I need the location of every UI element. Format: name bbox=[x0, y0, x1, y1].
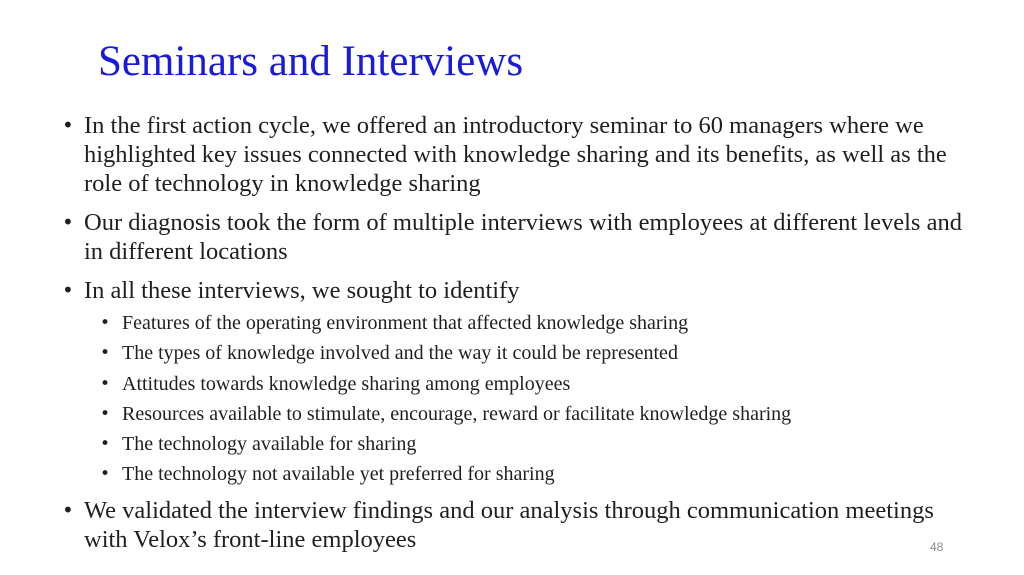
bullet-item bbox=[62, 208, 972, 266]
bullet-icon: • bbox=[62, 113, 74, 137]
sub-bullet-text: Attitudes towards knowledge sharing among employees bbox=[122, 372, 571, 395]
bullet-text: In all these interviews, we sought to identify bbox=[84, 277, 520, 304]
bullet-icon: • bbox=[62, 278, 74, 302]
slide-title: Seminars and Interviews bbox=[98, 38, 524, 85]
sub-bullet-icon: • bbox=[100, 464, 111, 485]
sub-bullet-item bbox=[100, 399, 972, 429]
sub-bullet-list bbox=[100, 308, 972, 490]
sub-bullet-icon: • bbox=[100, 373, 111, 394]
sub-bullet-text: The technology not available yet preferred for sharing bbox=[122, 463, 555, 486]
bullet-item bbox=[62, 496, 972, 554]
sub-bullet-text: The types of knowledge involved and the way it could be represented bbox=[122, 342, 678, 365]
sub-bullet-icon: • bbox=[100, 313, 111, 333]
sub-bullet-item bbox=[100, 369, 972, 399]
sub-bullet-item bbox=[100, 459, 972, 489]
bullet-item bbox=[62, 111, 972, 198]
sub-bullet-item bbox=[100, 308, 972, 338]
sub-bullet-icon: • bbox=[100, 343, 111, 364]
sub-bullet-item bbox=[100, 338, 972, 368]
bullet-icon: • bbox=[62, 497, 74, 522]
sub-bullet-icon: • bbox=[100, 403, 111, 424]
bullet-item bbox=[62, 276, 972, 305]
bullet-text: Our diagnosis took the form of multiple interviews with employees at different levels and in different locations bbox=[84, 209, 962, 265]
sub-bullet-icon: • bbox=[100, 434, 111, 455]
bullet-text: We validated the interview findings and our analysis through communication meetings with Velox’s front-line employees bbox=[84, 496, 934, 553]
sub-bullet-text: Resources available to stimulate, encourage, reward or facilitate knowledge sharing bbox=[122, 402, 792, 425]
bullet-icon: • bbox=[62, 210, 74, 234]
bullet-list bbox=[62, 111, 972, 564]
sub-bullet-text: Features of the operating environment that affected knowledge sharing bbox=[122, 312, 689, 334]
page-number: 48 bbox=[930, 540, 944, 554]
bullet-text: In the first action cycle, we offered an introductory seminar to 60 managers where we highlighted key issues connected with knowledge sharing and its benefits, as well as the role of technology in knowledge sharing bbox=[84, 112, 947, 197]
sub-bullet-item bbox=[100, 429, 972, 459]
sub-bullet-text: The technology available for sharing bbox=[122, 433, 417, 456]
